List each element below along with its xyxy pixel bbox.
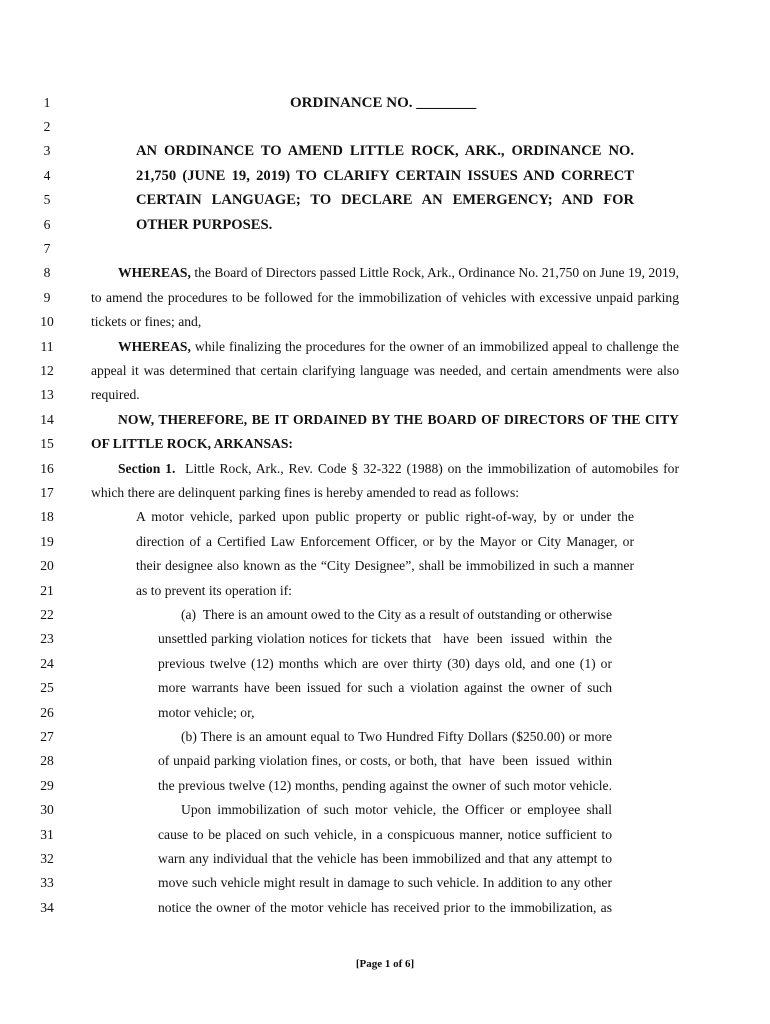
line-number: 16: [40, 460, 54, 476]
document-line: [0, 93, 770, 113]
line-body: warn any individual that the vehicle has been immobilized and that any attempt to: [158, 850, 612, 866]
document-line: [0, 166, 770, 186]
line-number: 23: [40, 631, 54, 647]
document-line: [0, 873, 770, 893]
line-text: [91, 385, 140, 405]
line-body: which there are delinquent parking fines is hereby amended to read as follows:: [91, 484, 520, 500]
line-text: [181, 727, 612, 747]
document-line: [0, 288, 770, 308]
document-line: [0, 483, 770, 503]
line-number: 6: [43, 216, 51, 232]
document-line: [0, 434, 770, 454]
line-number: 32: [40, 850, 54, 866]
line-body: while finalizing the procedures for the owner of an immobilized appeal to challenge the: [190, 338, 679, 354]
document-line: [0, 800, 770, 820]
line-lead-bold: WHEREAS,: [118, 265, 191, 281]
line-text: [91, 483, 519, 503]
line-body: the Board of Directors passed Little Rock, Ark., Ordinance No. 21,750 on June 19, 2019,: [190, 265, 679, 281]
line-number: 4: [43, 167, 51, 183]
document-line: [0, 678, 770, 698]
document-line: [0, 215, 770, 235]
line-text: [91, 434, 293, 454]
document-line: [0, 654, 770, 674]
line-number: 12: [40, 362, 54, 378]
line-number: 24: [40, 655, 54, 671]
line-number: 5: [43, 192, 51, 208]
document-line: [0, 312, 770, 332]
document-line: [0, 239, 770, 259]
document-line: [0, 581, 770, 601]
line-number: 8: [43, 265, 51, 281]
line-body: A motor vehicle, parked upon public property or public right-of-way, by or under the: [136, 509, 634, 525]
document-line: [0, 507, 770, 527]
document-line: [0, 898, 770, 918]
document-line: [0, 385, 770, 405]
line-text: [118, 459, 679, 479]
line-text: [181, 605, 612, 625]
line-number: 28: [40, 753, 54, 769]
line-body: Little Rock, Ark., Rev. Code § 32-322 (1988) on the immobilization of automobiles for: [175, 460, 679, 476]
document-line: [0, 629, 770, 649]
line-text: [91, 312, 201, 332]
line-body: the previous twelve (12) months, pending against the owner of such motor vehicle.: [158, 777, 612, 793]
line-body: NOW, THEREFORE, BE IT ORDAINED BY THE BOARD OF DIRECTORS OF THE CITY: [118, 411, 679, 427]
line-number: 29: [40, 777, 54, 793]
line-body: (a) There is an amount owed to the City as a result of outstanding or otherwise: [181, 606, 612, 622]
line-body: appeal it was determined that certain clarifying language was needed, and certain amendments were also: [91, 362, 679, 378]
line-number: 15: [40, 436, 54, 452]
line-text: [118, 263, 679, 283]
line-number: 18: [40, 509, 54, 525]
line-lead-bold: Section 1.: [118, 460, 176, 476]
line-number: 31: [40, 826, 54, 842]
document-line: [0, 727, 770, 747]
line-text: [158, 898, 612, 918]
line-text: [91, 288, 679, 308]
document-line: [0, 556, 770, 576]
line-number: 1: [43, 94, 51, 110]
line-text: [136, 556, 634, 576]
line-body: move such vehicle might result in damage to such vehicle. In addition to any other: [158, 875, 612, 891]
line-number: 19: [40, 533, 54, 549]
line-body: more warrants have been issued for such a violation against the owner of such: [158, 680, 612, 696]
line-number: 26: [40, 704, 54, 720]
line-body: of unpaid parking violation fines, or costs, or both, that have been issued within: [158, 753, 612, 769]
line-body: direction of a Certified Law Enforcement Officer, or by the Mayor or City Manager, or: [136, 533, 634, 549]
line-body: OF LITTLE ROCK, ARKANSAS:: [91, 436, 293, 452]
line-text: [136, 507, 634, 527]
line-body: to amend the procedures to be followed for the immobilization of vehicles with excessive unpaid parking: [91, 289, 679, 305]
document-line: [0, 141, 770, 161]
line-text: [158, 776, 612, 796]
line-text: [118, 337, 679, 357]
line-body: (b) There is an amount equal to Two Hundred Fifty Dollars ($250.00) or more: [181, 728, 612, 744]
page-footer: [Page 1 of 6]: [355, 958, 415, 970]
line-text: [158, 629, 612, 649]
line-number: 2: [43, 118, 51, 134]
line-number: 10: [40, 314, 54, 330]
document-line: [0, 849, 770, 869]
line-text: [158, 849, 612, 869]
document-line: [0, 263, 770, 283]
line-text: [136, 532, 634, 552]
line-text: [181, 800, 612, 820]
line-text: [158, 825, 612, 845]
line-number: 3: [43, 143, 51, 159]
ordinance-heading-line: 21,750 (JUNE 19, 2019) TO CLARIFY CERTAIN ISSUES AND CORRECT: [136, 167, 634, 184]
line-number: 30: [40, 802, 54, 818]
line-number: 7: [43, 240, 51, 256]
line-number: 25: [40, 680, 54, 696]
line-body: as to prevent its operation if:: [136, 582, 292, 598]
line-text: [158, 654, 612, 674]
document-line: [0, 532, 770, 552]
line-text: [158, 873, 612, 893]
document-line: [0, 190, 770, 210]
line-lead-bold: WHEREAS,: [118, 338, 191, 354]
line-number: 13: [40, 387, 54, 403]
line-number: 17: [40, 484, 54, 500]
ordinance-title: ORDINANCE NO. ________: [290, 94, 477, 111]
line-number: 14: [40, 411, 54, 427]
ordinance-heading-line: AN ORDINANCE TO AMEND LITTLE ROCK, ARK., ORDINANCE NO.: [136, 143, 634, 160]
line-text: [158, 703, 254, 723]
line-text: [158, 678, 612, 698]
line-body: unsettled parking violation notices for tickets that have been issued within the: [158, 631, 612, 647]
line-number: 9: [43, 289, 51, 305]
line-text: [91, 361, 679, 381]
line-body: required.: [91, 387, 140, 403]
document-line: [0, 459, 770, 479]
line-body: notice the owner of the motor vehicle has received prior to the immobilization, as: [158, 899, 612, 915]
document-line: [0, 776, 770, 796]
document-line: [0, 410, 770, 430]
document-line: [0, 605, 770, 625]
document-line: [0, 337, 770, 357]
line-body: motor vehicle; or,: [158, 704, 255, 720]
line-body: Upon immobilization of such motor vehicle, the Officer or employee shall: [181, 802, 612, 818]
line-number: 20: [40, 558, 54, 574]
line-text: [136, 581, 292, 601]
line-body: their designee also known as the “City Designee”, shall be immobilized in such a manner: [136, 558, 634, 574]
line-body: tickets or fines; and,: [91, 314, 202, 330]
line-number: 34: [40, 899, 54, 915]
line-number: 11: [40, 338, 54, 354]
line-number: 22: [40, 606, 54, 622]
line-text: [158, 751, 612, 771]
line-body: previous twelve (12) months which are over thirty (30) days old, and one (1) or: [158, 655, 612, 671]
document-line: [0, 361, 770, 381]
document-line: [0, 751, 770, 771]
ordinance-heading-line: OTHER PURPOSES.: [136, 216, 273, 233]
line-number: 33: [40, 875, 54, 891]
document-line: [0, 117, 770, 137]
line-number: 21: [40, 582, 54, 598]
document-line: [0, 825, 770, 845]
line-body: cause to be placed on such vehicle, in a conspicuous manner, notice sufficient to: [158, 826, 612, 842]
ordinance-heading-line: CERTAIN LANGUAGE; TO DECLARE AN EMERGENCY; AND FOR: [136, 192, 634, 209]
line-number: 27: [40, 728, 54, 744]
line-text: [118, 410, 679, 430]
document-line: [0, 703, 770, 723]
